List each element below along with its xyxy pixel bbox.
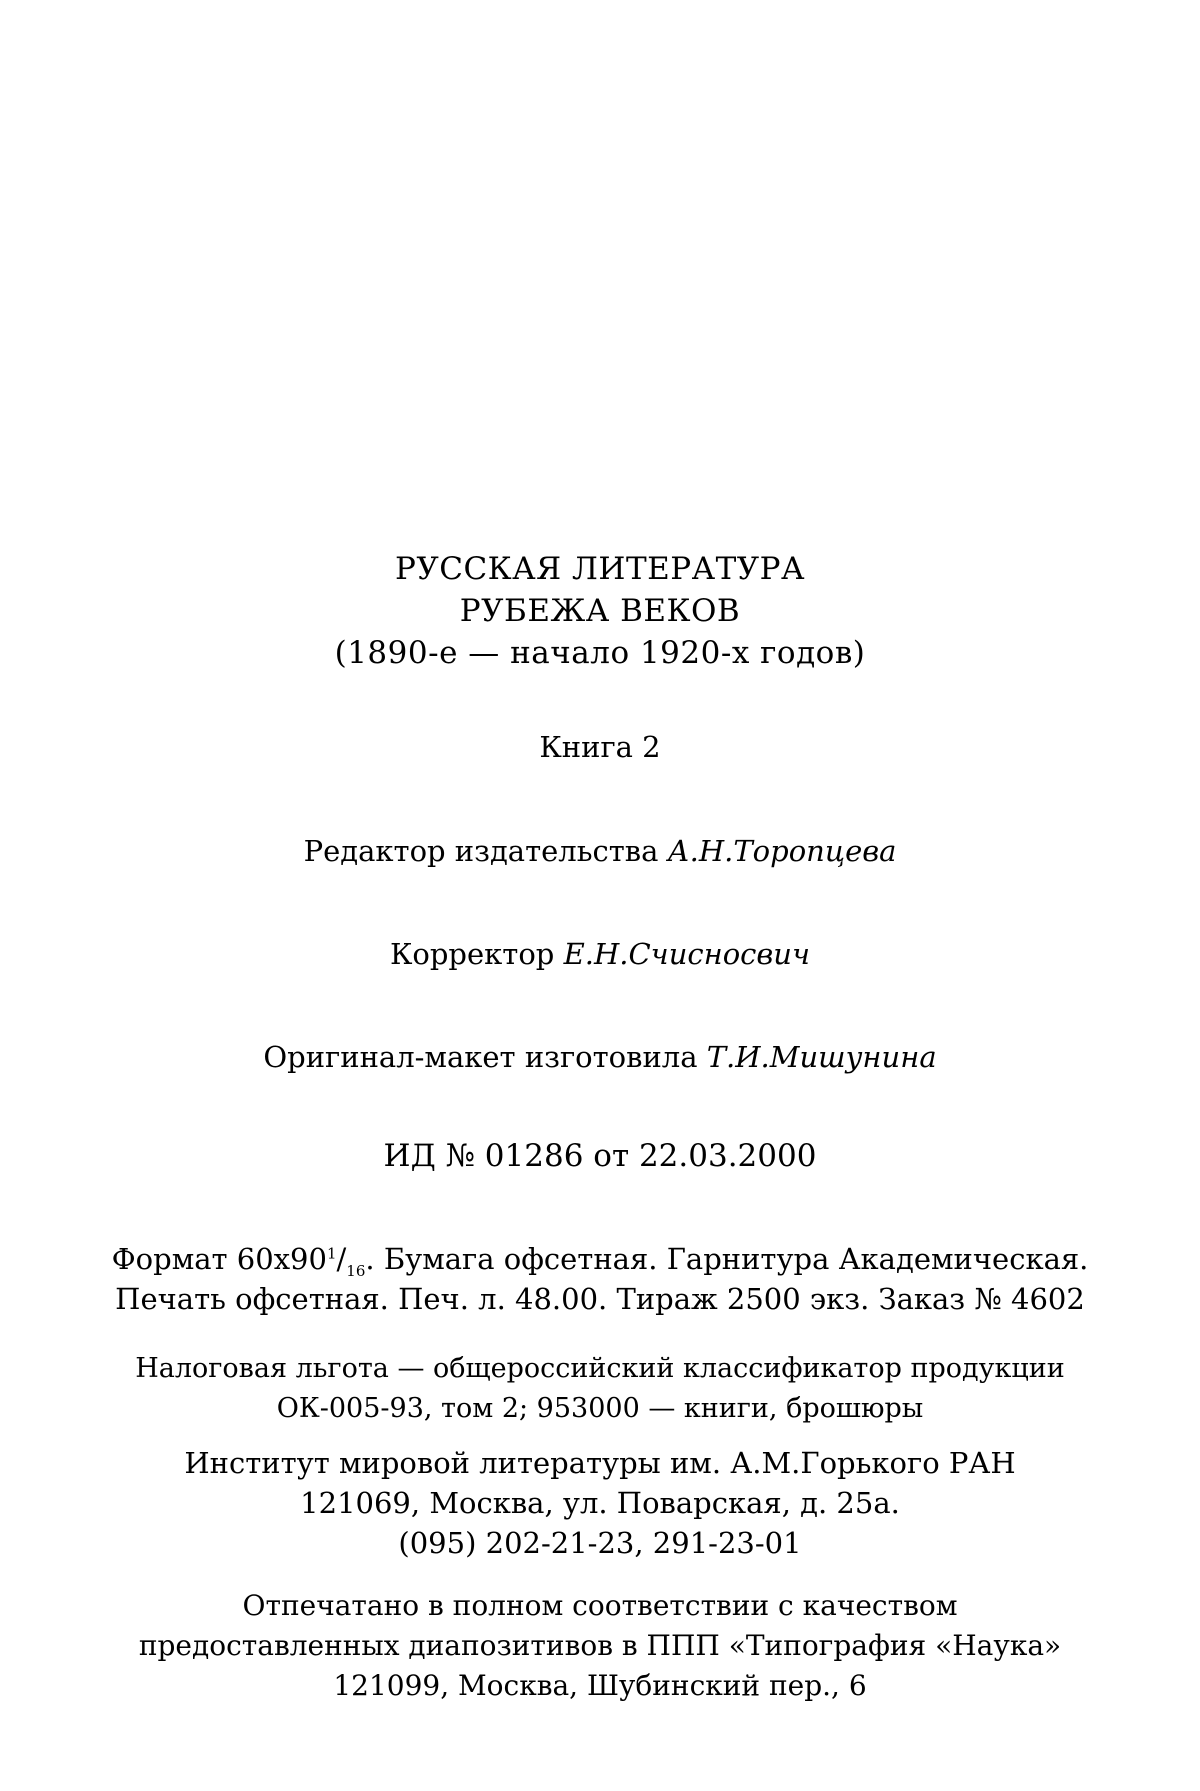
format-line-1 [0,1239,1200,1279]
institute-address [0,1443,1200,1563]
printer-info [0,1586,1200,1706]
corrector-credit [0,934,1200,974]
format-size: Формат 60x90 [111,1242,327,1276]
editor-credit [0,831,1200,871]
printer-line-3: 121099, Москва, Шубинский пер., 6 [333,1669,867,1702]
format-fraction-numerator: 1 [326,1244,337,1263]
layout-credit [0,1037,1200,1077]
institute-line-2: 121069, Москва, ул. Поварская, д. 25а. [300,1486,900,1520]
layout-name: Т.И.Мишунина [706,1040,937,1074]
corrector-name: Е.Н.Счисносвич [563,937,811,971]
layout-role: Оригинал-макет изготовила [263,1040,707,1074]
title-line-2: РУБЕЖА ВЕКОВ [459,593,741,629]
book-number: Книга 2 [539,730,661,764]
tax-line-1: Налоговая льгота — общероссийский классификатор продукции [135,1353,1065,1384]
printer-line-2: предоставленных диапозитивов в ППП «Типография «Наука» [138,1629,1062,1662]
editor-name: А.Н.Торопцева [667,834,897,868]
format-paper: . Бумага офсетная. Гарнитура Академическая. [365,1242,1089,1276]
tax-line-2: ОК-005-93, том 2; 953000 — книги, брошюры [276,1393,924,1424]
institute-line-1: Институт мировой литературы им. А.М.Горького РАН [184,1446,1016,1480]
publisher-id: ИД № 01286 от 22.03.2000 [383,1138,817,1174]
editor-role: Редактор издательства [303,834,668,868]
book-title [0,548,1200,674]
tax-info [0,1349,1200,1429]
corrector-role: Корректор [389,937,564,971]
title-line-3: (1890-е — начало 1920-х годов) [334,635,866,671]
format-fraction-slash: / [336,1242,347,1276]
format-fraction-denominator: 16 [346,1261,366,1280]
print-format [0,1239,1200,1319]
title-line-1: РУССКАЯ ЛИТЕРАТУРА [394,551,806,587]
format-line-2: Печать офсетная. Печ. л. 48.00. Тираж 2500 экз. Заказ № 4602 [115,1282,1085,1316]
printer-line-1: Отпечатано в полном соответствии с качеством [242,1589,958,1622]
institute-line-3: (095) 202-21-23, 291-23-01 [398,1526,802,1560]
